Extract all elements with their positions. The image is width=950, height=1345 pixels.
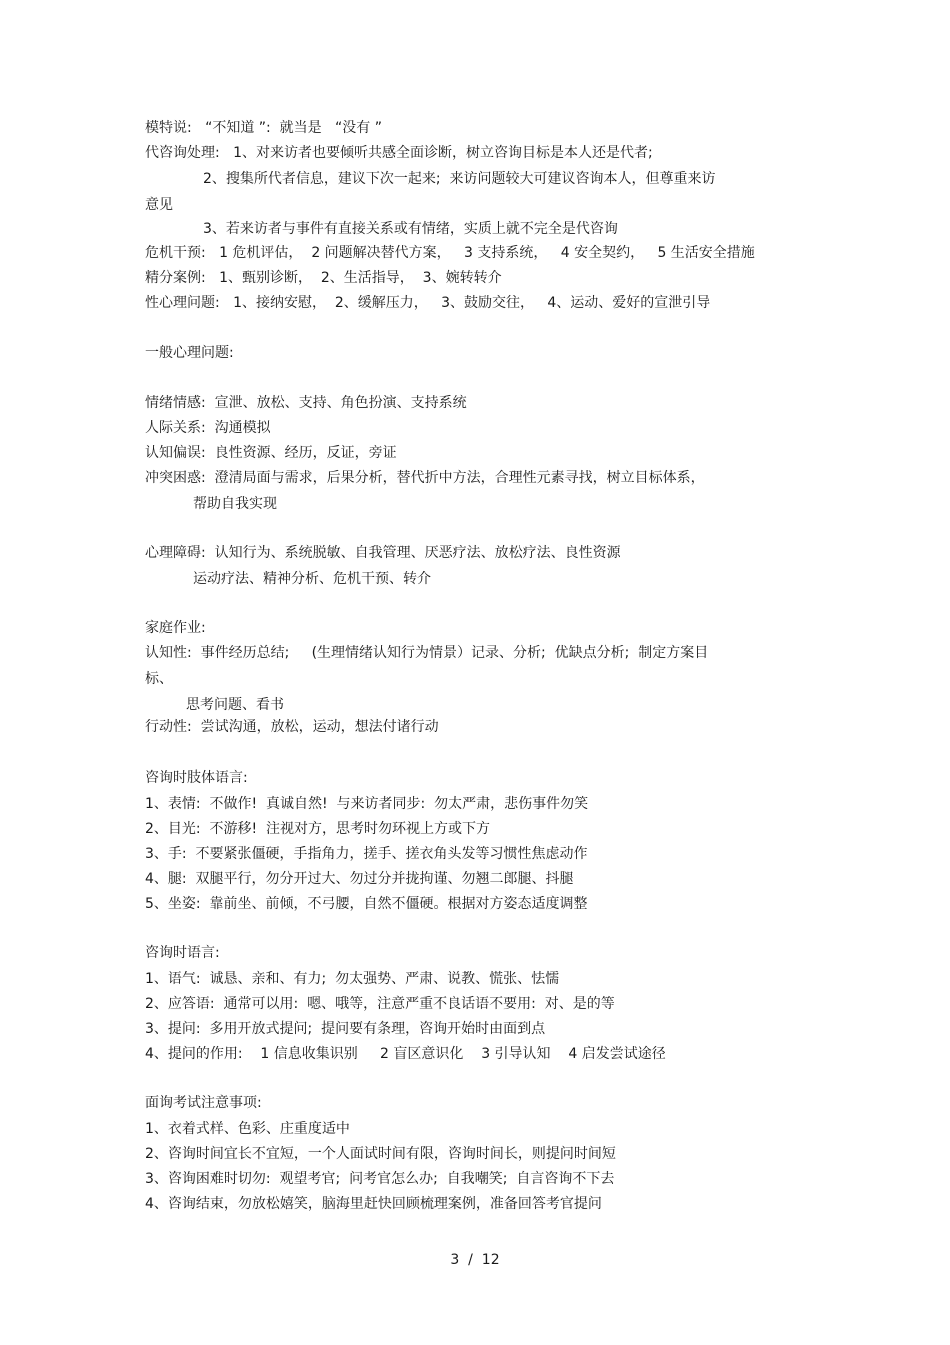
list-item: 4、咨询结束，勿放松嬉笑，脑海里赶快回顾梳理案例，准备回答考官提问: [145, 1196, 602, 1212]
list-item: 2、咨询时间宜长不宜短，一个人面试时间有限，咨询时间长，则提问时间短: [145, 1146, 616, 1162]
text-line: 代咨询处理: 1、对来访者也要倾听共感全面诊断，树立咨询目标是本人还是代者;: [145, 145, 653, 161]
text-line: 运动疗法、精神分析、危机干预、转介: [193, 571, 431, 587]
list-item: 4、腿: 双腿平行，勿分开过大、勿过分并拢拘谨、勿翘二郎腿、抖腿: [145, 871, 574, 887]
text-line: 人际关系: 沟通模拟: [145, 420, 271, 436]
page-number: 3 / 12: [450, 1252, 500, 1268]
text-line: 3、若来访者与事件有直接关系或有情绪，实质上就不完全是代咨询: [203, 221, 618, 237]
text-line: 2、搜集所代者信息，建议下次一起来; 来访问题较大可建议咨询本人，但尊重来访: [203, 171, 716, 187]
list-item: 2、应答语: 通常可以用: 嗯、哦等，注意严重不良话语不要用: 对、是的等: [145, 996, 615, 1012]
text-line: 心理障碍: 认知行为、系统脱敏、自我管理、厌恶疗法、放松疗法、良性资源: [145, 545, 621, 561]
section-heading: 面询考试注意事项:: [145, 1095, 262, 1111]
section-heading: 家庭作业:: [145, 620, 206, 636]
section-heading: 一般心理问题:: [145, 345, 234, 361]
text-line: 标、: [145, 671, 173, 687]
text-line: 认知偏误: 良性资源、经历，反证，旁证: [145, 445, 397, 461]
text-line: 帮助自我实现: [193, 496, 277, 512]
list-item: 3、咨询困难时切勿: 观望考官; 问考官怎么办; 自我嘲笑; 自言咨询不下去: [145, 1171, 615, 1187]
text-line: 危机干预: 1 危机评估， 2 问题解决替代方案， 3 支持系统， 4 安全契约， 5 生活安全措施: [145, 245, 755, 261]
text-line: 思考问题、看书: [186, 697, 284, 713]
text-line: 模特说: “不知道 ”: 就当是 “没有 ”: [145, 120, 382, 136]
list-item: 4、提问的作用: 1 信息收集识别 2 盲区意识化 3 引导认知 4 启发尝试途径: [145, 1046, 666, 1062]
list-item: 2、目光: 不游移! 注视对方，思考时勿环视上方或下方: [145, 821, 491, 837]
text-line: 精分案例: 1、甄别诊断， 2、生活指导， 3、婉转转介: [145, 270, 502, 286]
list-item: 3、手: 不要紧张僵硬，手指角力，搓手、搓衣角头发等习惯性焦虑动作: [145, 846, 588, 862]
list-item: 1、语气: 诚恳、亲和、有力; 勿太强势、严肃、说教、慌张、怯懦: [145, 971, 560, 987]
text-line: 认知性: 事件经历总结; (生理情绪认知行为情景）记录、分析; 优缺点分析; 制定方案目: [145, 645, 709, 661]
list-item: 1、表情: 不做作! 真诚自然! 与来访者同步: 勿太严肃，悲伤事件勿笑: [145, 796, 589, 812]
text-line: 意见: [145, 197, 173, 213]
section-heading: 咨询时语言:: [145, 945, 220, 961]
section-heading: 咨询时肢体语言:: [145, 770, 248, 786]
list-item: 1、衣着式样、色彩、庄重度适中: [145, 1121, 350, 1137]
text-line: 性心理问题: 1、接纳安慰， 2、缓解压力， 3、鼓励交往， 4、运动、爱好的宣泄引导: [145, 295, 711, 311]
text-line: 情绪情感: 宣泄、放松、支持、角色扮演、支持系统: [145, 395, 467, 411]
list-item: 5、坐姿: 靠前坐、前倾，不弓腰，自然不僵硬。根据对方姿态适度调整: [145, 896, 588, 912]
text-line: 行动性: 尝试沟通，放松，运动，想法付诸行动: [145, 719, 439, 735]
text-line: 冲突困惑: 澄清局面与需求，后果分析，替代折中方法，合理性元素寻找，树立目标体系，: [145, 470, 705, 486]
list-item: 3、提问: 多用开放式提问; 提问要有条理，咨询开始时由面到点: [145, 1021, 546, 1037]
